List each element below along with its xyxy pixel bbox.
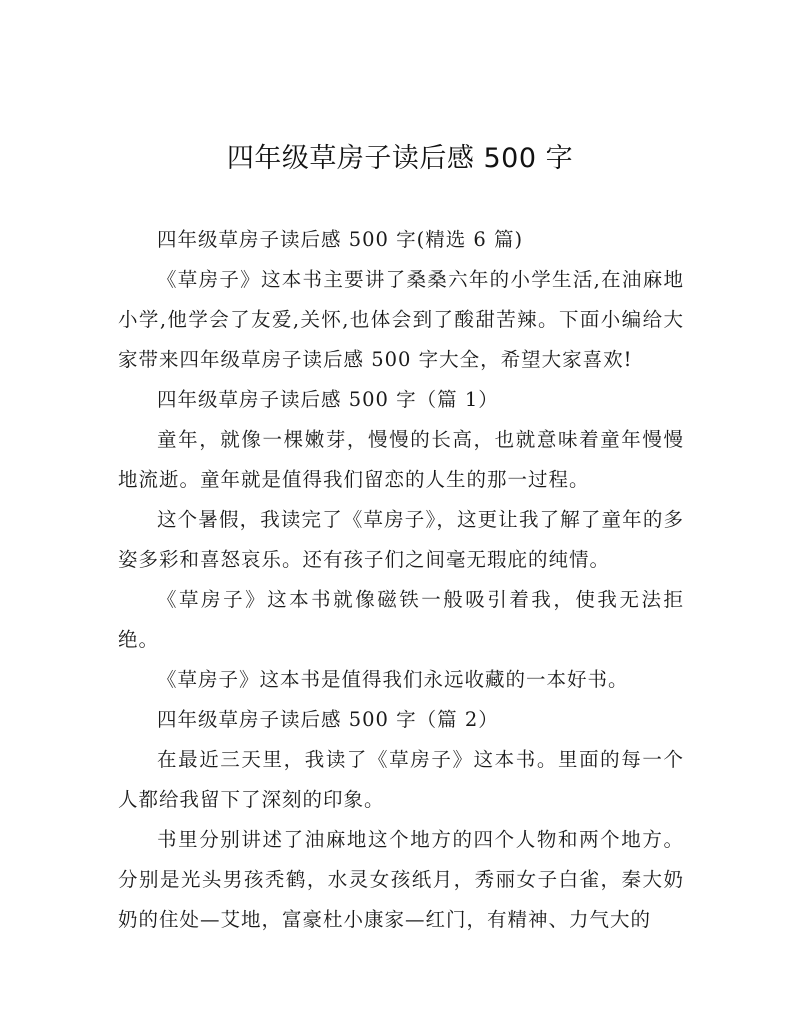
document-title: 四年级草房子读后感 500 字 [226, 143, 574, 174]
paragraph: 童年，就像一棵嫩芽，慢慢的长高，也就意味着童年慢慢地流逝。童年就是值得我们留恋的人生的那一过程。 [118, 428, 684, 491]
paragraph: 这个暑假，我读完了《草房子》，这更让我了解了童年的多姿多彩和喜怒哀乐。还有孩子们之间毫无瑕庇的纯情。 [118, 508, 684, 571]
paragraph: 在最近三天里，我读了《草房子》这本书。里面的每一个人都给我留下了深刻的印象。 [118, 748, 684, 811]
paragraph: 《草房子》这本书主要讲了桑桑六年的小学生活,在油麻地小学,他学会了友爱,关怀,也体会到了酸甜苦辣。下面小编给大家带来四年级草房子读后感 500 字大全，希望大家喜欢! [118, 268, 684, 371]
paragraph: 《草房子》这本书就像磁铁一般吸引着我，使我无法拒绝。 [118, 588, 684, 651]
paragraph: 四年级草房子读后感 500 字(精选 6 篇) [157, 228, 524, 251]
paragraph: 四年级草房子读后感 500 字（篇 2） [157, 708, 499, 731]
document-body [118, 220, 684, 940]
paragraph: 四年级草房子读后感 500 字（篇 1） [157, 388, 499, 411]
paragraph: 书里分别讲述了油麻地这个地方的四个人物和两个地方。分别是光头男孩秃鹤，水灵女孩纸月，秀丽女子白雀，秦大奶奶的住处—艾地，富豪杜小康家—红门，有精神、力气大的 [118, 828, 684, 931]
paragraph: 《草房子》这本书是值得我们永远收藏的一本好书。 [157, 668, 629, 691]
